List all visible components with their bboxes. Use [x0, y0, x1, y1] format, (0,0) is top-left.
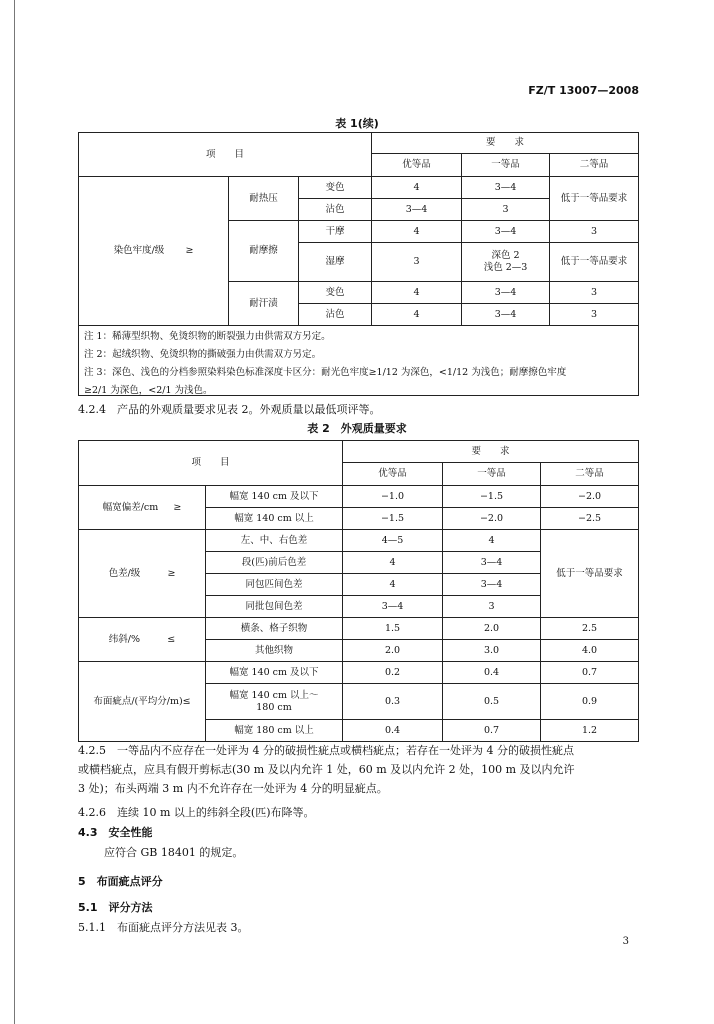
table2 [78, 440, 639, 742]
table2-width-label: 幅宽偏差/cm ≥ [79, 486, 206, 530]
standard-number: FZ/T 13007—2008 [528, 84, 639, 97]
table2-cell: −1.5 [343, 508, 443, 530]
table2-cell: 低于一等品要求 [541, 530, 639, 618]
table2-color-label: 色差/级 ≥ [79, 530, 206, 618]
table2-cell: 3—4 [443, 574, 541, 596]
table2-cell: 3—4 [343, 596, 443, 618]
table2-cell: 0.3 [343, 684, 443, 720]
table2-cell: 1.2 [541, 720, 639, 742]
table1-grade-second: 二等品 [550, 154, 639, 177]
para-4-2-5 [78, 741, 638, 798]
table1-grade-premium: 优等品 [372, 154, 462, 177]
table2-sub: 同批包间色差 [206, 596, 343, 618]
table1-cell: 3 [550, 282, 639, 304]
table2-cell: 4 [343, 552, 443, 574]
para-4-3: 应符合 GB 18401 的规定。 [104, 846, 244, 859]
table2-defect-label: 布面疵点/(平均分/m)≤ [79, 662, 206, 742]
table2-sub: 同包匹间色差 [206, 574, 343, 596]
section-5-1-heading: 5.1 评分方法 [78, 901, 153, 914]
table2-cell: 0.7 [541, 662, 639, 684]
table2-item-header: 项 目 [79, 441, 343, 486]
table1-sub: 变色 [299, 177, 372, 199]
page-edge-line [14, 0, 15, 1024]
table1-cell: 4 [372, 304, 462, 326]
table1-cell: 3 [372, 243, 462, 282]
table1-cell: 3—4 [462, 177, 550, 199]
table1-note: 注 2：起绒织物、免烫织物的撕破强力由供需双方另定。 [84, 349, 322, 360]
table2-sub: 幅宽 140 cm 以上～ 180 cm [206, 684, 343, 720]
table1-grade-first: 一等品 [462, 154, 550, 177]
table1-sub: 沾色 [299, 304, 372, 326]
table1-cat-hotpress: 耐热压 [229, 177, 299, 221]
table2-cell: 0.9 [541, 684, 639, 720]
table2-req-header: 要 求 [343, 441, 639, 463]
table2-cell: −1.0 [343, 486, 443, 508]
table1-cell: 低于一等品要求 [550, 243, 639, 282]
section-5-heading: 5 布面疵点评分 [78, 875, 163, 888]
table2-cell: 4—5 [343, 530, 443, 552]
table1-cat-rubbing: 耐摩擦 [229, 221, 299, 282]
section-4-3-heading: 4.3 安全性能 [78, 826, 153, 839]
table2-cell: 0.7 [443, 720, 541, 742]
table2-cell: 0.5 [443, 684, 541, 720]
table1-cat-perspiration: 耐汗渍 [229, 282, 299, 326]
table2-grade-second: 二等品 [541, 463, 639, 486]
para-line: 3 处)；布头两端 3 m 内不允许存在一处评为 4 分的明显疵点。 [78, 782, 388, 795]
table2-cell: 0.4 [343, 720, 443, 742]
table1-notes [84, 328, 634, 400]
table1-cell: 低于一等品要求 [550, 177, 639, 221]
table1-cell: 3—4 [462, 304, 550, 326]
table2-grade-first: 一等品 [443, 463, 541, 486]
para-line: 4.2.5 一等品内不应存在一处评为 4 分的破损性疵点或横档疵点；若存在一处评为 4 分的破损性疵点 [78, 744, 574, 757]
table1-item-header: 项 目 [79, 133, 372, 177]
para-4-2-6: 4.2.6 连续 10 m 以上的纬斜全段(匹)布降等。 [78, 806, 315, 819]
table1-caption: 表 1(续) [335, 117, 379, 130]
table1-cell: 3—4 [372, 199, 462, 221]
table2-cell: 2.0 [343, 640, 443, 662]
table1-cell: 3—4 [462, 221, 550, 243]
table2-cell: −2.0 [541, 486, 639, 508]
table1-cell: 深色 2 浅色 2—3 [462, 243, 550, 282]
table1-cell: 4 [372, 221, 462, 243]
table2-cell: −2.5 [541, 508, 639, 530]
table2-weft-label: 纬斜/% ≤ [79, 618, 206, 662]
table2-cell: 3—4 [443, 552, 541, 574]
table1-cell: 3 [550, 221, 639, 243]
table2-caption: 表 2 外观质量要求 [307, 422, 407, 435]
table2-sub: 其他织物 [206, 640, 343, 662]
table1-row-label: 染色牢度/级 ≥ [79, 177, 229, 326]
table2-cell: 0.4 [443, 662, 541, 684]
table1-req-header: 要 求 [372, 133, 639, 154]
table2-sub: 横条、格子织物 [206, 618, 343, 640]
table1-sub: 沾色 [299, 199, 372, 221]
table2-cell: 1.5 [343, 618, 443, 640]
table1-cell: 3 [462, 199, 550, 221]
table1-sub: 湿摩 [299, 243, 372, 282]
table2-cell: 4.0 [541, 640, 639, 662]
table1-cell: 4 [372, 282, 462, 304]
table2-cell: −1.5 [443, 486, 541, 508]
para-5-1-1: 5.1.1 布面疵点评分方法见表 3。 [78, 921, 249, 934]
table2-cell: 3 [443, 596, 541, 618]
table2-cell: 4 [443, 530, 541, 552]
table1-sub: 变色 [299, 282, 372, 304]
para-line: 或横档疵点，应具有假开剪标志(30 m 及以内允许 1 处，60 m 及以内允许 2 处，100 m 及以内允许 [78, 763, 575, 776]
table2-cell: 3.0 [443, 640, 541, 662]
table2-sub: 幅宽 180 cm 以上 [206, 720, 343, 742]
table1-note: ≥2/1 为深色，<2/1 为浅色。 [84, 385, 213, 396]
table1-cell: 3 [550, 304, 639, 326]
para-4-2-4: 4.2.4 产品的外观质量要求见表 2。外观质量以最低项评等。 [78, 403, 381, 416]
table2-cell: 4 [343, 574, 443, 596]
table2-sub: 幅宽 140 cm 以上 [206, 508, 343, 530]
table1-cell: 4 [372, 177, 462, 199]
table2-sub: 幅宽 140 cm 及以下 [206, 486, 343, 508]
page-number: 3 [622, 936, 629, 947]
table1-note: 注 3：深色、浅色的分档参照染料染色标准深度卡区分：耐光色牢度≥1/12 为深色，<1/12 为浅色；耐摩擦色牢度 [84, 367, 567, 378]
table1-note: 注 1：稀薄型织物、免烫织物的断裂强力由供需双方另定。 [84, 331, 331, 342]
table2-cell: −2.0 [443, 508, 541, 530]
table1-sub: 干摩 [299, 221, 372, 243]
table1-cell: 3—4 [462, 282, 550, 304]
table2-cell: 2.5 [541, 618, 639, 640]
table2-cell: 0.2 [343, 662, 443, 684]
table2-sub: 段(匹)前后色差 [206, 552, 343, 574]
table2-grade-premium: 优等品 [343, 463, 443, 486]
table2-sub: 左、中、右色差 [206, 530, 343, 552]
table2-sub: 幅宽 140 cm 及以下 [206, 662, 343, 684]
table2-cell: 2.0 [443, 618, 541, 640]
